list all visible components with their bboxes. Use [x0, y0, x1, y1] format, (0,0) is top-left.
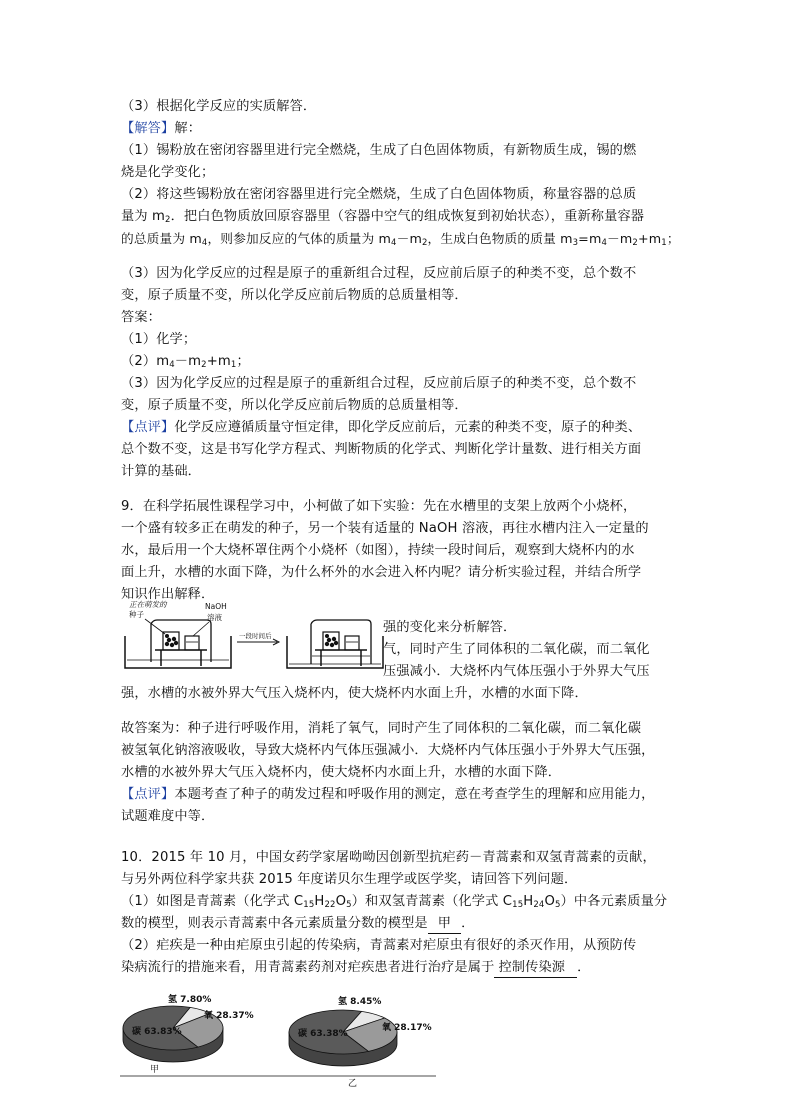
text-line: 变，原子质量不变，所以化学反应前后物质的总质量相等．: [121, 288, 468, 303]
text-line: 总个数不变，这是书写化学方程式、判断物质的化学式、判断化学计量数、进行相关方面: [121, 442, 642, 457]
side-text-line: 压强减小．大烧杯内气体压强小于外界大气压: [383, 664, 650, 679]
text-span: ）和双氢青蒿素（化学式 C: [351, 894, 513, 909]
right-seeds: [325, 634, 338, 647]
text-span: ；: [236, 354, 250, 369]
text-span: 本题考查了种子的萌发过程和呼吸作用的测定，意在考查学生的理解和应用能力，: [174, 787, 655, 802]
pie-label: 氧 28.17%: [382, 1023, 432, 1033]
subscript: 2: [165, 215, 171, 225]
text-line: （3）根据化学反应的实质解答．: [121, 99, 317, 114]
text-line: 强，水槽的水被外界大气压入烧杯内，使大烧杯内水面上升，水槽的水面下降．: [121, 686, 588, 701]
text-line: （1）化学；: [121, 332, 197, 347]
naoh-pointer: [193, 622, 209, 636]
left-big-beaker: [151, 620, 211, 662]
experiment-figure: [121, 598, 386, 676]
subscript: 5: [555, 900, 561, 910]
subscript: 24: [533, 900, 545, 910]
pie-label: 氢 8.45%: [338, 997, 382, 1007]
answer-tag: 【解答】: [121, 121, 175, 136]
side-text-line: 强的变化来分析解答．: [383, 620, 517, 635]
seed-label: 种子: [129, 610, 144, 619]
seed-pointer: [145, 619, 165, 634]
question-9-line: 水，最后用一个大烧杯罩住两个小烧杯（如图），持续一段时间后，观察到大烧杯内的水: [121, 543, 635, 558]
text-span: +m: [206, 354, 231, 369]
text-line: 计算的基础．: [121, 464, 202, 479]
text-line: 烧是化学变化；: [121, 165, 215, 180]
text-span: H: [523, 894, 534, 909]
review-tag: 【点评】: [121, 787, 175, 802]
naoh-label: NaOH: [205, 602, 227, 611]
text-span: ）中各元素质量分: [560, 894, 668, 909]
subscript: 2: [421, 238, 428, 248]
question-10-line: 与另外两位科学家共获 2015 年度诺贝尔生理学或医学奖，请回答下列问题．: [121, 872, 578, 887]
subscript: 2: [632, 238, 638, 248]
text-span: ．: [577, 960, 591, 975]
question-10-line: [121, 913, 474, 935]
text-span: 的总质量为 m: [121, 231, 202, 246]
pie-label: 碳 63.38%: [298, 1029, 348, 1039]
text-line: [121, 784, 655, 806]
answer-line: 故答案为：种子进行呼吸作用，消耗了氧气，同时产生了同体积的二氧化碳，而二氧化碳: [121, 721, 642, 736]
answer-blank: 甲: [428, 915, 461, 934]
question-10-line: 10．2015 年 10 月，中国女药学家屠呦呦因创新型抗疟药－青蒿素和双氢青蒿素的贡献，: [121, 850, 656, 865]
text-span: －m: [607, 231, 633, 246]
text-line: （2）将这些锡粉放在密闭容器里进行完全燃烧，生成了白色固体物质，称量容器的总质: [121, 187, 637, 202]
text-span: O: [544, 894, 555, 909]
answer-line: 水槽的水被外界大气压入烧杯内，使大烧杯内水面上升，水槽的水面下降．: [121, 765, 562, 780]
answer-intro: 解：: [174, 121, 202, 136]
text-span: H: [314, 894, 325, 909]
text-line: 答案：: [121, 310, 162, 325]
text-line: （1）锡粉放在密闭容器里进行完全燃烧，生成了白色固体物质，有新物质生成，锡的燃: [121, 143, 637, 158]
subscript: 1: [230, 360, 237, 370]
subscript: 5: [346, 900, 352, 910]
text-span: ，则参加反应的气体的质量为 m: [207, 231, 392, 246]
right-big-beaker: [311, 620, 371, 664]
pie-charts-figure: [118, 990, 448, 1090]
text-span: +m: [637, 231, 662, 246]
pie-title: 乙: [348, 1079, 358, 1089]
pie-label: 氢 7.80%: [168, 995, 212, 1005]
subscript: 15: [303, 900, 315, 910]
answer-line: 被氢氧化钠溶液吸收，导致大烧杯内气体压强减小．大烧杯内气体压强小于外界大气压强，: [121, 743, 655, 758]
text-span: 量为 m: [121, 209, 166, 224]
text-span: ；: [666, 231, 680, 246]
naoh-beaker: [185, 636, 199, 650]
subscript: 4: [601, 238, 608, 248]
text-line: 试题难度中等．: [121, 809, 215, 824]
text-span: －m: [396, 231, 422, 246]
question-9-line: 知识作出解释．: [121, 587, 215, 602]
text-span: ．把白色物质放回原容器里（容器中空气的组成恢复到初始状态），重新称量容器: [170, 209, 645, 224]
arrow-label: 一段时间后: [239, 632, 272, 640]
text-span: （2）m: [121, 354, 170, 369]
question-9-line: 面上升，水槽的水面下降，为什么杯外的水会进入杯内呢？请分析实验过程，并结合所学: [121, 565, 642, 580]
question-9-line: 一个盛有较多正在萌发的种子，另一个装有适量的 NaOH 溶液，再往水槽内注入一定量的: [121, 521, 649, 536]
text-span: ．: [461, 916, 475, 931]
question-10-line: （2）疟疾是一种由疟原虫引起的传染病，青蒿素对疟原虫有很好的杀灭作用，从预防传: [121, 938, 637, 953]
text-span: （1）如图是青蒿素（化学式 C: [121, 894, 304, 909]
review-tag: 【点评】: [121, 420, 175, 435]
pie-label: 氧 28.37%: [204, 1011, 254, 1021]
text-line: [121, 118, 201, 140]
text-line: [121, 228, 680, 254]
right-naoh-beaker: [345, 636, 359, 650]
seeds: [165, 634, 178, 647]
pie-title: 甲: [150, 1065, 160, 1075]
text-line: （3）因为化学反应的过程是原子的重新组合过程，反应前后原子的种类不变，总个数不: [121, 376, 637, 391]
subscript: 22: [324, 900, 336, 910]
left-trough: [125, 636, 231, 668]
subscript: 15: [512, 900, 524, 910]
seed-label: 正在萌发的: [129, 600, 167, 609]
subscript: 4: [169, 360, 175, 370]
text-span: 染病流行的措施来看，用青蒿素药剂对疟疾患者进行治疗是属于: [121, 960, 495, 975]
text-span: =m: [578, 231, 602, 246]
naoh-label: 溶液: [207, 613, 222, 622]
subscript: 4: [391, 238, 397, 248]
text-span: ，生成白色物质的质量 m: [427, 231, 573, 246]
text-span: 数的模型，则表示青蒿素中各元素质量分数的模型是: [121, 916, 428, 931]
text-line: [121, 417, 641, 439]
text-line: 变，原子质量不变，所以化学反应前后物质的总质量相等．: [121, 398, 468, 413]
subscript: 2: [201, 360, 207, 370]
side-text-line: 气，同时产生了同体积的二氧化碳，而二氧化: [383, 642, 650, 657]
subscript: 4: [201, 238, 208, 248]
text-line: （3）因为化学反应的过程是原子的重新组合过程，反应前后原子的种类不变，总个数不: [121, 266, 637, 281]
question-10-line: [121, 957, 590, 979]
question-9-line: 9．在科学拓展性课程学习中，小柯做了如下实验：先在水槽里的支架上放两个小烧杯，: [121, 499, 637, 514]
pie-label: 碳 63.83%: [132, 1027, 182, 1037]
answer-blank: 控制传染源: [494, 959, 577, 978]
subscript: 1: [661, 238, 667, 248]
subscript: 3: [572, 238, 579, 248]
text-span: O: [335, 894, 347, 909]
text-span: －m: [174, 354, 202, 369]
text-span: 化学反应遵循质量守恒定律，即化学反应前后，元素的种类不变，原子的种类、: [174, 420, 642, 435]
